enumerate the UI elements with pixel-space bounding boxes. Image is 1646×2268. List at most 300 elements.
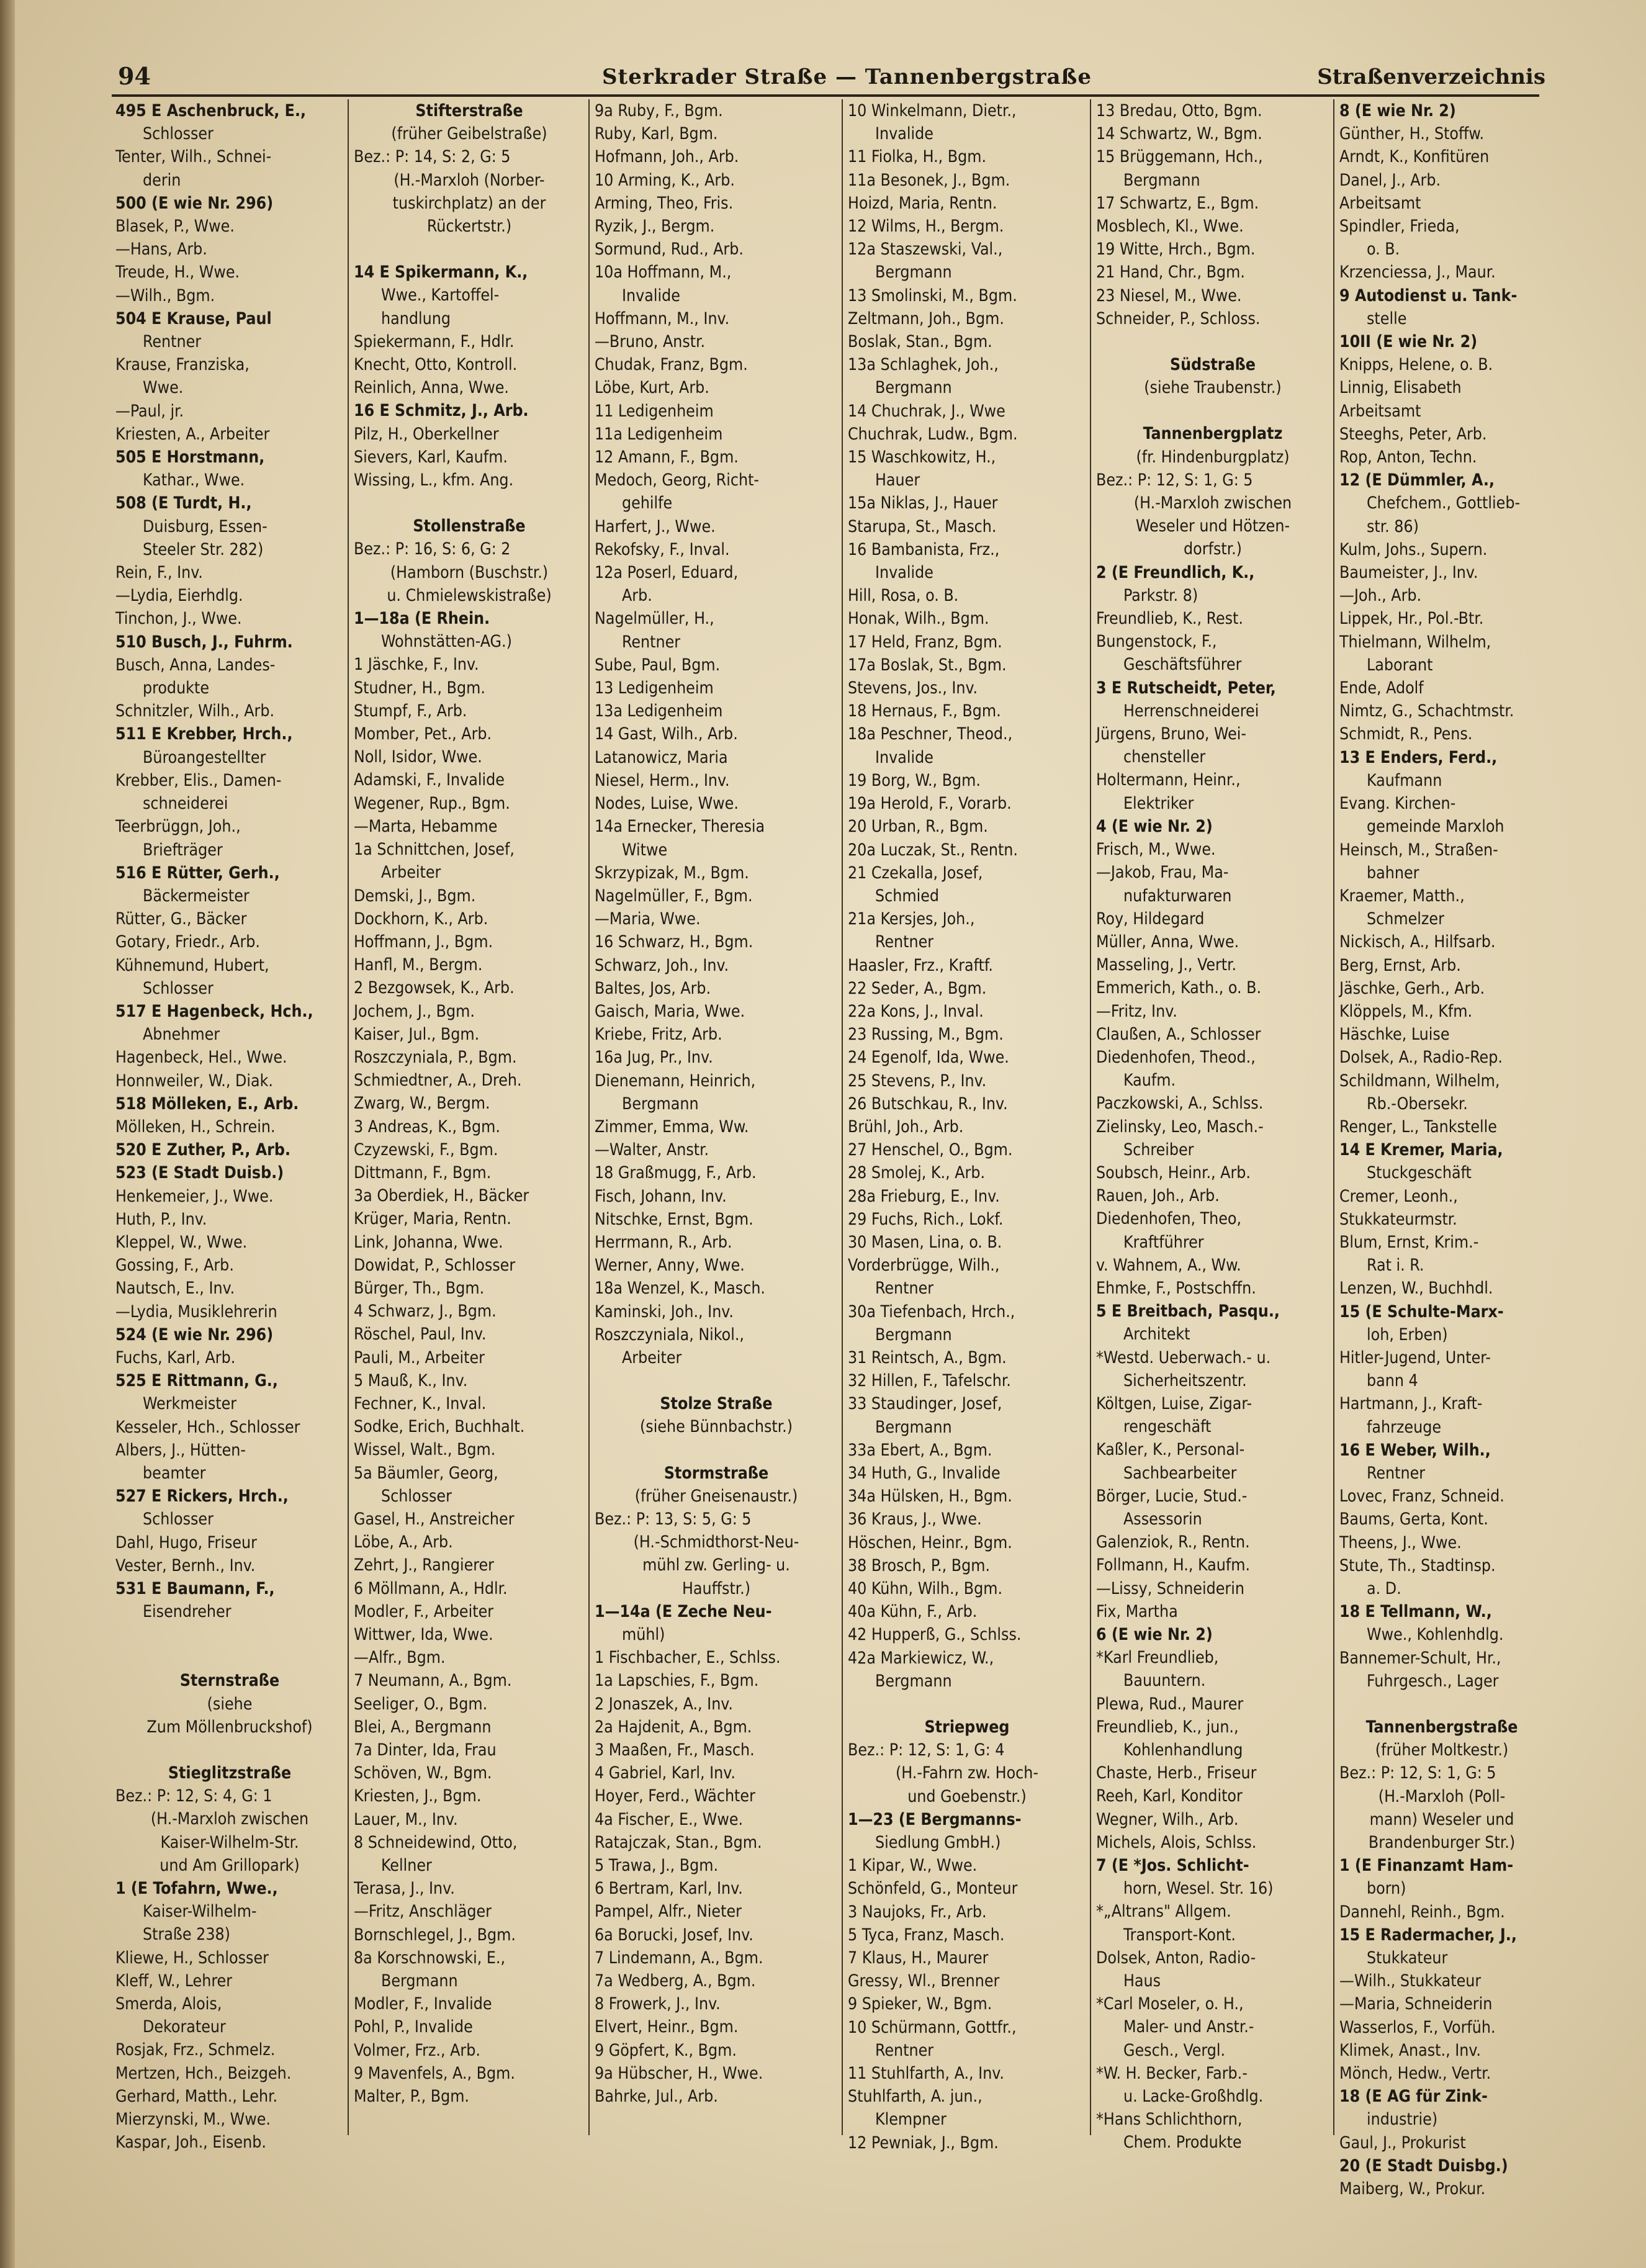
resident-entry: Kriesten, J., Bgm. — [354, 1786, 482, 1806]
entry-continuation: Sachbearbeiter — [1123, 1463, 1237, 1483]
spacer — [1096, 399, 1329, 422]
street-note: (H.-Marxloh (Norber- — [394, 170, 545, 190]
resident-entry: Kleff, W., Lehrer — [115, 1971, 233, 1991]
entry-continuation: Schmied — [875, 886, 940, 906]
resident-entry: Spiekermann, F., Hdlr. — [354, 331, 515, 351]
building-entry: 10II (E wie Nr. 2) — [1339, 332, 1478, 352]
resident-entry: Rauen, Joh., Arb. — [1096, 1186, 1220, 1206]
resident-entry: —Alfr., Bgm. — [354, 1648, 446, 1668]
resident-entry: 11 Fiolka, H., Bgm. — [848, 147, 987, 167]
resident-entry: 32 Hillen, F., Tafelschr. — [848, 1371, 1011, 1391]
resident-entry: Emmerich, Kath., o. B. — [1096, 978, 1262, 998]
resident-entry: *W. H. Becker, Farb.- — [1096, 2063, 1248, 2083]
resident-entry: Follmann, H., Kaufm. — [1096, 1555, 1251, 1575]
resident-entry: 9a Ruby, F., Bgm. — [595, 101, 723, 120]
street-note: (siehe Bünnbachstr.) — [639, 1417, 793, 1437]
entry-continuation: Siedlung GmbH.) — [875, 1833, 1001, 1853]
entry-continuation: Schlosser — [381, 1486, 452, 1506]
resident-entry: Skrzypizak, M., Bgm. — [595, 863, 749, 883]
street-note: mühl zw. Gerling- u. — [642, 1555, 790, 1575]
entry-continuation: Bergmann — [875, 1325, 952, 1344]
resident-entry: Bahrke, Jul., Arb. — [595, 2087, 718, 2107]
entry-continuation: Transport-Kont. — [1123, 1925, 1236, 1945]
resident-entry: —Fritz, Inv. — [1096, 1001, 1177, 1021]
resident-entry: Galenziok, R., Rentn. — [1096, 1532, 1250, 1552]
resident-entry: 31 Reintsch, A., Bgm. — [848, 1348, 1007, 1367]
resident-entry: Fuchs, Karl, Arb. — [115, 1348, 236, 1367]
entry-continuation: Arbeiter — [381, 863, 441, 883]
resident-entry: Werner, Anny, Wwe. — [595, 1256, 745, 1276]
resident-entry: Ratajczak, Stan., Bgm. — [595, 1832, 762, 1852]
building-entry: 3 E Rutscheidt, Peter, — [1096, 678, 1276, 698]
resident-entry: Modler, F., Invalide — [354, 1994, 492, 2014]
resident-entry: Hofmann, Joh., Arb. — [595, 147, 739, 167]
resident-entry: Mölleken, H., Schrein. — [115, 1117, 276, 1136]
street-note: und Goebenstr.) — [907, 1786, 1027, 1806]
resident-entry: Kraemer, Matth., — [1339, 886, 1465, 906]
header-rule — [112, 94, 1539, 97]
resident-entry: Hitler-Jugend, Unter- — [1339, 1348, 1491, 1367]
resident-entry: Bez.: P: 12, S: 4, G: 1 — [115, 1786, 272, 1806]
spacer — [354, 492, 585, 515]
resident-entry: Reinlich, Anna, Wwe. — [354, 378, 509, 398]
column-3 — [595, 99, 838, 2135]
resident-entry: Freundlieb, K., jun., — [1096, 1717, 1239, 1737]
resident-entry: Lenzen, W., Buchhdl. — [1339, 1279, 1493, 1298]
resident-entry: Renger, L., Tankstelle — [1339, 1117, 1497, 1136]
resident-entry: Krzenciessa, J., Maur. — [1339, 263, 1496, 282]
entry-continuation: Duisburg, Essen- — [143, 516, 268, 536]
column-4 — [848, 99, 1086, 2153]
spacer — [115, 1623, 344, 1646]
entry-continuation: Kaufm. — [1123, 1071, 1176, 1091]
entry-continuation: u. Lacke-Großhdlg. — [1123, 2087, 1264, 2107]
entry-continuation: o. B. — [1367, 240, 1400, 259]
resident-entry: 6 Bertram, Karl, Inv. — [595, 1879, 743, 1899]
resident-entry: Busch, Anna, Landes- — [115, 655, 276, 675]
resident-entry: 21 Hand, Chr., Bgm. — [1096, 263, 1245, 282]
building-entry: 508 (E Turdt, H., — [115, 493, 252, 513]
resident-entry: Gotary, Friedr., Arb. — [115, 932, 260, 952]
street-note: Zum Möllenbruckshof) — [146, 1717, 313, 1737]
street-note: (siehe Traubenstr.) — [1144, 378, 1282, 398]
entry-continuation: bann 4 — [1367, 1371, 1418, 1391]
resident-entry: 1a Lapschies, F., Bgm. — [595, 1671, 759, 1691]
resident-entry: Hanfl, M., Bergm. — [354, 955, 483, 975]
street-note: Hauffstr.) — [681, 1578, 751, 1598]
resident-entry: Roy, Hildegard — [1096, 909, 1205, 929]
resident-entry: Nagelmüller, F., Bgm. — [595, 886, 753, 906]
resident-entry: Krause, Franziska, — [115, 355, 250, 375]
page-number: 94 — [118, 62, 151, 90]
resident-entry: Kriesten, A., Arbeiter — [115, 424, 270, 444]
entry-continuation: loh, Erben) — [1367, 1325, 1448, 1344]
entry-continuation: Steeler Str. 282) — [143, 539, 264, 559]
entry-continuation: Kraftführer — [1123, 1232, 1204, 1252]
entry-continuation: Schlosser — [143, 124, 214, 144]
entry-continuation: Invalide — [875, 124, 933, 144]
resident-entry: Bez.: P: 16, S: 6, G: 2 — [354, 539, 511, 559]
resident-entry: Kriebe, Fritz, Arb. — [595, 1025, 722, 1045]
resident-entry: 33 Staudinger, Josef, — [848, 1394, 1002, 1414]
street-heading: Stifterstraße — [415, 101, 523, 120]
running-title: Sterkrader Straße — Tannenbergstraße — [602, 65, 1092, 89]
resident-entry: Bez.: P: 12, S: 1, G: 5 — [1339, 1763, 1496, 1783]
entry-continuation: Elektriker — [1123, 793, 1194, 813]
building-entry: 516 E Rütter, Gerh., — [115, 863, 280, 883]
resident-entry: Linnig, Elisabeth — [1339, 378, 1462, 398]
resident-entry: Medoch, Georg, Richt- — [595, 470, 760, 490]
spacer — [1096, 330, 1329, 353]
resident-entry: Fisch, Johann, Inv. — [595, 1186, 727, 1206]
entry-continuation: nufakturwaren — [1123, 886, 1232, 906]
resident-entry: Czyzewski, F., Bgm. — [354, 1140, 498, 1159]
resident-entry: Smerda, Alois, — [115, 1994, 222, 2014]
entry-continuation: Parkstr. 8) — [1123, 585, 1199, 605]
resident-entry: Arbeitsamt — [1339, 193, 1421, 213]
resident-entry: Bez.: P: 12, S: 1, G: 4 — [848, 1740, 1005, 1760]
building-entry: 1 (E Tofahrn, Wwe., — [115, 1879, 278, 1899]
resident-entry: 12 Wilms, H., Bergm. — [848, 217, 1004, 236]
resident-entry: Hill, Rosa, o. B. — [848, 586, 959, 606]
entry-continuation: Büroangestellter — [143, 747, 266, 767]
resident-entry: Wissing, L., kfm. Ang. — [354, 470, 514, 490]
entry-continuation: Kathar., Wwe. — [143, 470, 245, 490]
entry-continuation: Rentner — [875, 2040, 934, 2060]
resident-entry: 33a Ebert, A., Bgm. — [848, 1440, 992, 1460]
resident-entry: 11a Ledigenheim — [595, 424, 723, 444]
spacer — [115, 1646, 344, 1669]
entry-continuation: derin — [143, 170, 181, 190]
resident-entry: Teerbrüggn, Joh., — [115, 817, 241, 837]
resident-entry: Wissel, Walt., Bgm. — [354, 1440, 496, 1460]
resident-entry: Baltes, Jos, Arb. — [595, 978, 711, 998]
entry-continuation: Stuckgeschäft — [1367, 1163, 1472, 1183]
entry-continuation: Klempner — [875, 2110, 947, 2130]
resident-entry: Demski, J., Bgm. — [354, 886, 476, 906]
resident-entry: Link, Johanna, Wwe. — [354, 1232, 503, 1252]
resident-entry: Niesel, Herm., Inv. — [595, 770, 730, 790]
resident-entry: 6a Borucki, Josef, Inv. — [595, 1925, 753, 1945]
resident-entry: Klimek, Anast., Inv. — [1339, 2040, 1481, 2060]
resident-entry: Latanowicz, Maria — [595, 747, 728, 767]
resident-entry: 36 Kraus, J., Wwe. — [848, 1510, 982, 1529]
resident-entry: Dannehl, Reinh., Bgm. — [1339, 1902, 1505, 1922]
entry-continuation: Bergmann — [875, 378, 952, 398]
resident-entry: Vorderbrügge, Wilh., — [848, 1256, 1000, 1276]
building-entry: 5 E Breitbach, Pasqu., — [1096, 1302, 1280, 1321]
entry-continuation: Wwe., Kohlenhdlg. — [1367, 1625, 1504, 1645]
spacer — [595, 1369, 838, 1392]
book-spine — [0, 0, 15, 2268]
resident-entry: 18a Wenzel, K., Masch. — [595, 1279, 766, 1298]
street-heading: Stormstraße — [663, 1463, 769, 1483]
resident-entry: Nodes, Luise, Wwe. — [595, 794, 739, 814]
building-entry: 14 E Spikermann, K., — [354, 263, 528, 282]
resident-entry: 1 Fischbacher, E., Schlss. — [595, 1648, 781, 1668]
resident-entry: Schneider, P., Schloss. — [1096, 308, 1261, 328]
resident-entry: Nimtz, G., Schachtmstr. — [1339, 701, 1514, 721]
resident-entry: 34a Hülsken, H., Bgm. — [848, 1487, 1012, 1506]
entry-continuation: bahner — [1367, 863, 1419, 883]
entry-continuation: Chefchem., Gottlieb- — [1367, 493, 1521, 513]
entry-continuation: Abnehmer — [143, 1025, 220, 1045]
building-entry: 16 E Weber, Wilh., — [1339, 1440, 1491, 1460]
building-entry: 9 Autodienst u. Tank- — [1339, 286, 1518, 305]
resident-entry: 4 Gabriel, Karl, Inv. — [595, 1763, 735, 1783]
resident-entry: 15a Niklas, J., Hauer — [848, 493, 998, 513]
building-entry: 510 Busch, J., Fuhrm. — [115, 632, 293, 652]
resident-entry: Gossing, F., Arb. — [115, 1256, 234, 1276]
entry-continuation: Schmelzer — [1367, 909, 1444, 929]
street-heading: Stolze Straße — [660, 1394, 773, 1414]
resident-entry: Nagelmüller, H., — [595, 609, 714, 629]
resident-entry: 16a Jug, Pr., Inv. — [595, 1048, 713, 1068]
resident-entry: Albers, J., Hütten- — [115, 1440, 246, 1460]
resident-entry: Höschen, Heinr., Bgm. — [848, 1532, 1012, 1552]
resident-entry: Volmer, Frz., Arb. — [354, 2040, 480, 2060]
resident-entry: Spindler, Frieda, — [1339, 217, 1460, 236]
resident-entry: Ehmke, F., Postschffn. — [1096, 1278, 1256, 1298]
resident-entry: Arndt, K., Konfitüren — [1339, 147, 1490, 167]
resident-entry: Roszczyniala, P., Bgm. — [354, 1047, 517, 1067]
resident-entry: Bannemer-Schult, Hr., — [1339, 1648, 1501, 1668]
resident-entry: 17 Schwartz, E., Bgm. — [1096, 193, 1259, 213]
building-entry: 495 E Aschenbruck, E., — [115, 101, 307, 120]
entry-continuation: Bäckermeister — [143, 886, 250, 906]
resident-entry: 20 Urban, R., Bgm. — [848, 817, 988, 837]
resident-entry: Rop, Anton, Techn. — [1339, 448, 1477, 467]
resident-entry: Ende, Adolf — [1339, 678, 1424, 698]
resident-entry: Rütter, G., Bäcker — [115, 909, 247, 929]
resident-entry: 10 Arming, K., Arb. — [595, 170, 735, 190]
resident-entry: —Lissy, Schneiderin — [1096, 1578, 1244, 1598]
resident-entry: Michels, Alois, Schlss. — [1096, 1832, 1257, 1852]
entry-continuation: Bergmann — [875, 1671, 952, 1691]
resident-entry: 8 Frowerk, J., Inv. — [595, 1994, 721, 2014]
resident-entry: —Lydia, Eierhdlg. — [115, 586, 243, 606]
resident-entry: Blasek, P., Wwe. — [115, 217, 235, 236]
resident-entry: 3 Naujoks, Fr., Arb. — [848, 1902, 987, 1922]
resident-entry: 7a Dinter, Ida, Frau — [354, 1740, 497, 1760]
resident-entry: Lippek, Hr., Pol.-Btr. — [1339, 609, 1484, 629]
building-entry: 18 (E AG für Zink- — [1339, 2087, 1488, 2107]
entry-continuation: Rb.-Obersekr. — [1367, 1094, 1468, 1114]
resident-entry: Chuchrak, Ludw., Bgm. — [848, 424, 1018, 444]
entry-continuation: Straße 238) — [143, 1925, 230, 1945]
resident-entry: Blei, A., Bergmann — [354, 1717, 492, 1737]
resident-entry: Schöven, W., Bgm. — [354, 1763, 492, 1783]
resident-entry: 19a Herold, F., Vorarb. — [848, 794, 1012, 814]
resident-entry: 14a Ernecker, Theresia — [595, 817, 765, 837]
resident-entry: Elvert, Heinr., Bgm. — [595, 2017, 739, 2037]
resident-entry: 16 Bambanista, Frz., — [848, 539, 1000, 559]
resident-entry: 11 Stuhlfarth, A., Inv. — [848, 2064, 1004, 2084]
resident-entry: Schmidt, R., Pens. — [1339, 724, 1473, 744]
resident-entry: Schönfeld, G., Monteur — [848, 1879, 1018, 1899]
column-divider — [842, 99, 843, 2135]
resident-entry: Kulm, Johs., Supern. — [1339, 539, 1488, 559]
resident-entry: Tenter, Wilh., Schnei- — [115, 147, 272, 167]
resident-entry: Holtermann, Heinr., — [1096, 770, 1241, 790]
resident-entry: Wasserlos, F., Vorfüh. — [1339, 2017, 1496, 2037]
resident-entry: 24 Egenolf, Ida, Wwe. — [848, 1048, 1009, 1068]
resident-entry: 7a Wedberg, A., Bgm. — [595, 1971, 756, 1991]
resident-entry: Pampel, Alfr., Nieter — [595, 1902, 742, 1922]
street-note: (H.-Marxloh zwischen — [1133, 493, 1292, 513]
resident-entry: Kesseler, Hch., Schlosser — [115, 1417, 300, 1437]
resident-entry: Arbeitsamt — [1339, 401, 1421, 421]
building-entry: 8 (E wie Nr. 2) — [1339, 101, 1456, 120]
street-heading: Stollenstraße — [413, 516, 526, 536]
resident-entry: 22 Seder, A., Bgm. — [848, 978, 987, 998]
resident-entry: —Lydia, Musiklehrerin — [115, 1302, 277, 1321]
entry-continuation: rengeschäft — [1123, 1417, 1212, 1437]
resident-entry: Kaminski, Joh., Inv. — [595, 1302, 734, 1321]
resident-entry: —Wilh., Bgm. — [115, 286, 215, 305]
entry-continuation: gemeinde Marxloh — [1367, 817, 1504, 837]
page-header — [118, 62, 1545, 99]
resident-entry: Löbe, Kurt, Arb. — [595, 378, 709, 398]
resident-entry: Arming, Theo, Fris. — [595, 193, 734, 213]
resident-entry: Stevens, Jos., Inv. — [848, 678, 978, 698]
resident-entry: Bungenstock, F., — [1096, 632, 1217, 652]
building-entry: 1 (E Finanzamt Ham- — [1339, 1856, 1514, 1876]
spacer — [848, 1693, 1086, 1716]
resident-entry: 34 Huth, G., Invalide — [848, 1463, 1001, 1483]
resident-entry: Cremer, Leonh., — [1339, 1186, 1458, 1206]
resident-entry: Pohl, P., Invalide — [354, 2017, 473, 2037]
resident-entry: 3 Andreas, K., Bgm. — [354, 1117, 500, 1136]
entry-continuation: Kaiser-Wilhelm- — [143, 1902, 257, 1922]
resident-entry: 5 Trawa, J., Bgm. — [595, 1856, 719, 1876]
entry-continuation: Wwe., Kartoffel- — [381, 286, 500, 305]
section-title: Straßenverzeichnis — [1317, 65, 1545, 89]
resident-entry: 38 Brosch, P., Bgm. — [848, 1555, 991, 1575]
resident-entry: Dienemann, Heinrich, — [595, 1071, 756, 1091]
resident-entry: 16 Schwarz, H., Bgm. — [595, 932, 753, 952]
building-entry: 517 E Hagenbeck, Hch., — [115, 1001, 313, 1021]
resident-entry: Wittwer, Ida, Wwe. — [354, 1625, 493, 1644]
resident-entry: Diedenhofen, Theo, — [1096, 1209, 1242, 1229]
resident-entry: Kaßler, K., Personal- — [1096, 1440, 1245, 1460]
entry-continuation: born) — [1367, 1879, 1406, 1899]
entry-continuation: Maler- und Anstr.- — [1123, 2017, 1254, 2037]
resident-entry: Momber, Pet., Arb. — [354, 724, 492, 744]
entry-continuation: Haus — [1123, 1971, 1161, 1991]
building-entry: 16 E Schmitz, J., Arb. — [354, 401, 529, 421]
resident-entry: Sube, Paul, Bgm. — [595, 655, 721, 675]
resident-entry: Chaste, Herb., Friseur — [1096, 1763, 1257, 1783]
resident-entry: Lovec, Franz, Schneid. — [1339, 1487, 1504, 1506]
building-entry: 2 (E Freundlich, K., — [1096, 562, 1255, 582]
building-entry: 15 E Radermacher, J., — [1339, 1925, 1517, 1945]
entry-continuation: Sicherheitszentr. — [1123, 1370, 1247, 1390]
street-note: (H.-Fahrn zw. Hoch- — [895, 1763, 1039, 1783]
resident-entry: Röschel, Paul, Inv. — [354, 1325, 487, 1344]
building-entry: 531 E Baumann, F., — [115, 1579, 275, 1598]
building-entry: 4 (E wie Nr. 2) — [1096, 816, 1213, 836]
street-note: Rückertstr.) — [426, 217, 512, 236]
entry-continuation: Arb. — [622, 586, 652, 606]
resident-entry: Starupa, St., Masch. — [848, 516, 997, 536]
resident-entry: Krebber, Elis., Damen- — [115, 770, 282, 790]
resident-entry: —Jakob, Frau, Ma- — [1096, 863, 1229, 883]
resident-entry: *„Altrans" Allgem. — [1096, 1902, 1231, 1922]
building-entry: 524 (E wie Nr. 296) — [115, 1325, 274, 1344]
resident-entry: Dolsek, Anton, Radio- — [1096, 1948, 1256, 1968]
street-note: (früher Moltkestr.) — [1375, 1740, 1509, 1760]
spacer — [595, 1439, 838, 1462]
building-entry: 18 E Tellmann, W., — [1339, 1602, 1492, 1622]
entry-continuation: Rentner — [143, 332, 202, 352]
resident-entry: 23 Niesel, M., Wwe. — [1096, 286, 1242, 305]
resident-entry: —Fritz, Anschläger — [354, 1902, 492, 1922]
resident-entry: v. Wahnem, A., Ww. — [1096, 1255, 1241, 1275]
resident-entry: Rein, F., Inv. — [115, 563, 203, 583]
entry-continuation: Rat i. R. — [1367, 1256, 1424, 1276]
street-note: (fr. Hindenburgplatz) — [1136, 447, 1290, 467]
entry-continuation: schneiderei — [143, 794, 228, 814]
resident-entry: Steeghs, Peter, Arb. — [1339, 424, 1487, 444]
building-entry: 15 (E Schulte-Marx- — [1339, 1302, 1504, 1321]
resident-entry: Mönch, Hedw., Vertr. — [1339, 2064, 1491, 2084]
resident-entry: Stumpf, F., Arb. — [354, 701, 467, 721]
resident-entry: 14 Gast, Wilh., Arb. — [595, 724, 738, 744]
entry-continuation: Assessorin — [1123, 1509, 1202, 1529]
resident-entry: 14 Schwartz, W., Bgm. — [1096, 124, 1262, 144]
resident-entry: 12 Pewniak, J., Bgm. — [848, 2133, 999, 2153]
resident-entry: Kliewe, H., Schlosser — [115, 1948, 269, 1968]
building-entry: 14 E Kremer, Maria, — [1339, 1140, 1503, 1160]
resident-entry: Stute, Th., Stadtinsp. — [1339, 1555, 1496, 1575]
resident-entry: Gaul, J., Prokurist — [1339, 2133, 1466, 2153]
entry-continuation: a. D. — [1367, 1579, 1401, 1598]
resident-entry: 9a Hübscher, H., Wwe. — [595, 2063, 763, 2083]
resident-entry: Haasler, Frz., Kraftf. — [848, 955, 993, 975]
resident-entry: 1a Schnittchen, Josef, — [354, 840, 515, 860]
resident-entry: Zielinsky, Leo, Masch.- — [1096, 1117, 1264, 1136]
entry-continuation: Kohlenhandlung — [1123, 1740, 1243, 1760]
resident-entry: Rosjak, Frz., Schmelz. — [115, 2040, 276, 2060]
column-divider — [588, 99, 590, 2135]
resident-entry: 22a Kons, J., Inval. — [848, 1001, 984, 1021]
resident-entry: Studner, H., Bgm. — [354, 678, 485, 698]
entry-continuation: Werkmeister — [143, 1394, 237, 1414]
resident-entry: —Paul, jr. — [115, 401, 184, 421]
resident-entry: Baums, Gerta, Kont. — [1339, 1510, 1488, 1529]
resident-entry: 42 Hupperß, G., Schlss. — [848, 1625, 1022, 1645]
column-1 — [115, 99, 344, 2153]
resident-entry: Hagenbeck, Hel., Wwe. — [115, 1048, 287, 1068]
resident-entry: Zimmer, Emma, Ww. — [595, 1117, 749, 1136]
entry-continuation: Bergmann — [1123, 170, 1200, 190]
resident-entry: Pilz, H., Oberkellner — [354, 424, 499, 444]
resident-entry: 12 Amann, F., Bgm. — [595, 448, 739, 467]
resident-entry: 12a Poserl, Eduard, — [595, 563, 739, 583]
resident-entry: 26 Butschkau, R., Inv. — [848, 1094, 1008, 1114]
resident-entry: 11a Besonek, J., Bgm. — [848, 170, 1010, 190]
resident-entry: Nickisch, A., Hilfsarb. — [1339, 932, 1496, 952]
resident-entry: Lauer, M., Inv. — [354, 1809, 458, 1829]
entry-continuation: Invalide — [875, 747, 933, 767]
resident-entry: Dolsek, A., Radio-Rep. — [1339, 1048, 1503, 1068]
resident-entry: 5 Mauß, K., Inv. — [354, 1370, 468, 1390]
resident-entry: Frisch, M., Wwe. — [1096, 840, 1216, 860]
resident-entry: 9 Spieker, W., Bgm. — [848, 1994, 992, 2014]
resident-entry: 28 Smolej, K., Arb. — [848, 1163, 986, 1183]
spacer — [354, 238, 585, 261]
